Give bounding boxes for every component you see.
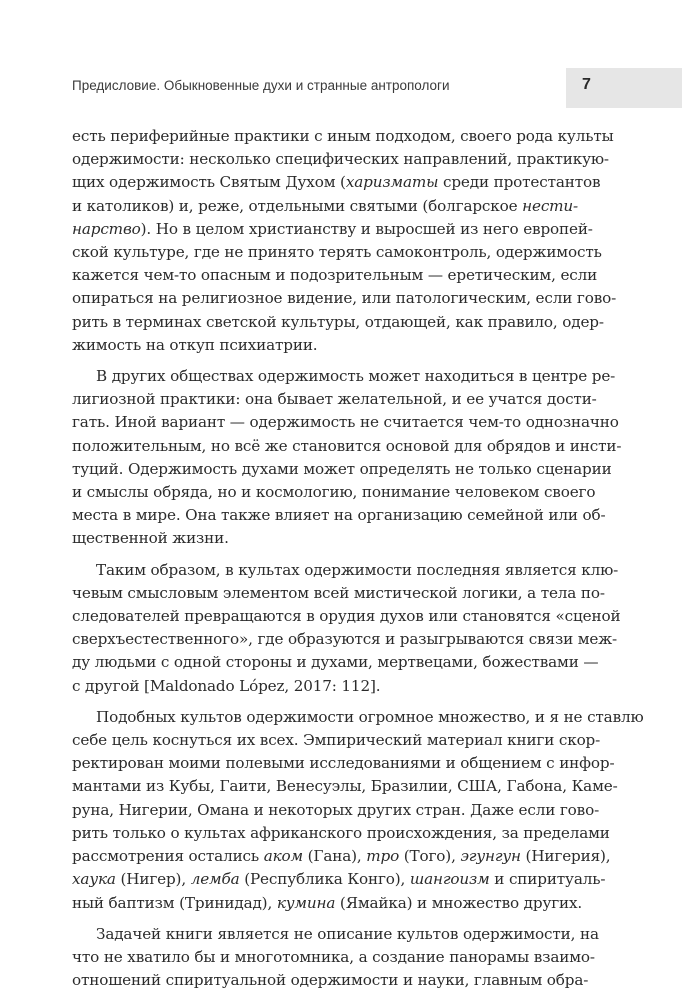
text-line: [72, 868, 606, 891]
text-line: [72, 752, 615, 775]
text-line: [72, 458, 612, 481]
italic-term: лемба: [190, 870, 240, 889]
italic-term: эгунгун: [460, 847, 521, 866]
text-run: руна, Нигерии, Омана и некоторых других стран. Даже если гово-: [72, 800, 600, 819]
text-line: [72, 411, 619, 434]
text-run: следователей превращаются в орудия духов или становятся «сценой: [72, 607, 621, 626]
text-run: лигиозной практики: она бывает желательной, и ее учатся дости-: [72, 390, 597, 409]
text-run: кажется чем-то опасным и подозрительным — еретическим, если: [72, 266, 598, 285]
text-line: [72, 559, 619, 582]
text-run: гать. Иной вариант — одержимость не считается чем-то однозначно: [72, 413, 619, 432]
text-run: рить только о культах африканского происхождения, за пределами: [72, 823, 610, 842]
text-run: ректирован моими полевыми исследованиями и общением с инфор-: [72, 754, 615, 773]
paragraph: [72, 559, 621, 698]
text-run: (Гана),: [302, 847, 367, 866]
text-line: [72, 892, 583, 915]
text-line: [72, 969, 589, 992]
text-line: [72, 923, 599, 946]
text-run: мантами из Кубы, Гаити, Венесуэлы, Бразилии, США, Габона, Каме-: [72, 777, 618, 796]
text-line: [72, 241, 602, 264]
text-run: ду людьми с одной стороны и духами, мертвецами, божествами —: [72, 653, 599, 672]
text-line: [72, 171, 601, 194]
text-line: [72, 651, 599, 674]
body-text: [72, 125, 644, 1000]
text-run: и спиритуаль-: [489, 870, 606, 889]
text-line: [72, 504, 606, 527]
text-line: [72, 334, 578, 357]
text-run: Подобных культов одержимости огромное множество, и я не ставлю: [96, 707, 644, 726]
text-line: [72, 264, 598, 287]
text-run: сверхъестественного», где образуются и разыгрываются связи меж-: [72, 630, 618, 649]
italic-term: нарство: [72, 219, 141, 238]
text-run: Задачей книги является не описание культов одержимости, на: [96, 924, 599, 943]
page-number: 7: [582, 76, 591, 93]
text-line: [72, 527, 578, 550]
italic-term: хаука: [72, 870, 116, 889]
text-run: себе цель коснуться их всех. Эмпирический материал книги скор-: [72, 731, 601, 750]
text-line: [72, 388, 597, 411]
text-run: Таким образом, в культах одержимости последняя является клю-: [96, 560, 619, 579]
text-line: [72, 311, 604, 334]
text-run: одержимости: несколько специфических направлений, практикую-: [72, 150, 609, 169]
text-line: [72, 775, 618, 798]
text-run: места в мире. Она также влияет на организацию семейной или об-: [72, 506, 606, 525]
paragraph: [72, 365, 622, 551]
italic-term: нести-: [522, 196, 579, 215]
paragraph: [72, 706, 644, 915]
paragraph: [72, 923, 599, 993]
text-line: [72, 287, 617, 310]
text-run: туций. Одержимость духами может определять не только сценарии: [72, 459, 612, 478]
italic-term: шангоизм: [409, 870, 490, 889]
text-run: (Нигерия),: [520, 847, 611, 866]
text-run: жимость на откуп психиатрии.: [72, 335, 318, 354]
text-run: (Республика Конго),: [239, 870, 410, 889]
text-line: [72, 822, 610, 845]
text-line: [72, 628, 618, 651]
text-line: [72, 946, 595, 969]
text-line: [72, 218, 593, 241]
text-run: опираться на религиозное видение, или патологическим, если гово-: [72, 289, 617, 308]
italic-term: тро: [366, 847, 400, 866]
text-line: [72, 365, 616, 388]
text-run: ). Но в целом христианству и выросшей из него европей-: [140, 219, 593, 238]
text-run: чевым смысловым элементом всей мистической логики, а тела по-: [72, 583, 605, 602]
text-run: рить в терминах светской культуры, отдающей, как правило, одер-: [72, 312, 604, 331]
text-run: и смыслы обряда, но и космологию, понимание человеком своего: [72, 483, 596, 502]
text-line: [72, 706, 644, 729]
italic-term: аком: [263, 847, 303, 866]
text-run: отношений спиритуальной одержимости и науки, главным обра-: [72, 971, 589, 990]
text-run: ской культуре, где не принято терять самоконтроль, одержимость: [72, 243, 602, 262]
italic-term: харизматы: [345, 173, 439, 192]
text-run: среди протестантов: [438, 173, 601, 192]
text-run: (Того),: [399, 847, 461, 866]
text-run: (Ямайка) и множество других.: [335, 893, 583, 912]
text-line: [72, 148, 609, 171]
text-run: щих одержимость Святым Духом (: [72, 173, 346, 192]
text-line: [72, 195, 578, 218]
text-line: [72, 582, 605, 605]
text-line: [72, 675, 578, 698]
text-run: рассмотрения остались: [72, 847, 264, 866]
text-line: [72, 729, 601, 752]
running-header: Предисловие. Обыкновенные духи и странные антропологи: [72, 78, 450, 93]
text-run: что не хватило бы и многотомника, а создание панорамы взаимо-: [72, 947, 595, 966]
text-line: [72, 481, 596, 504]
text-run: ный баптизм (Тринидад),: [72, 893, 277, 912]
text-line: [72, 605, 621, 628]
text-line: [72, 125, 614, 148]
text-run: есть периферийные практики с иным подходом, своего рода культы: [72, 127, 614, 145]
text-line: [72, 845, 611, 868]
text-run: и католиков) и, реже, отдельными святыми (болгарское: [72, 196, 523, 215]
text-run: положительным, но всё же становится основой для обрядов и инсти-: [72, 436, 622, 455]
text-run: В других обществах одержимость может находиться в центре ре-: [96, 367, 616, 386]
text-line: [72, 435, 622, 458]
text-run: с другой [Maldonado López, 2017: 112].: [72, 676, 381, 695]
paragraph: [72, 125, 617, 357]
italic-term: кумина: [276, 893, 336, 912]
text-run: (Нигер),: [115, 870, 191, 889]
text-line: [72, 799, 600, 822]
text-run: щественной жизни.: [72, 529, 229, 548]
